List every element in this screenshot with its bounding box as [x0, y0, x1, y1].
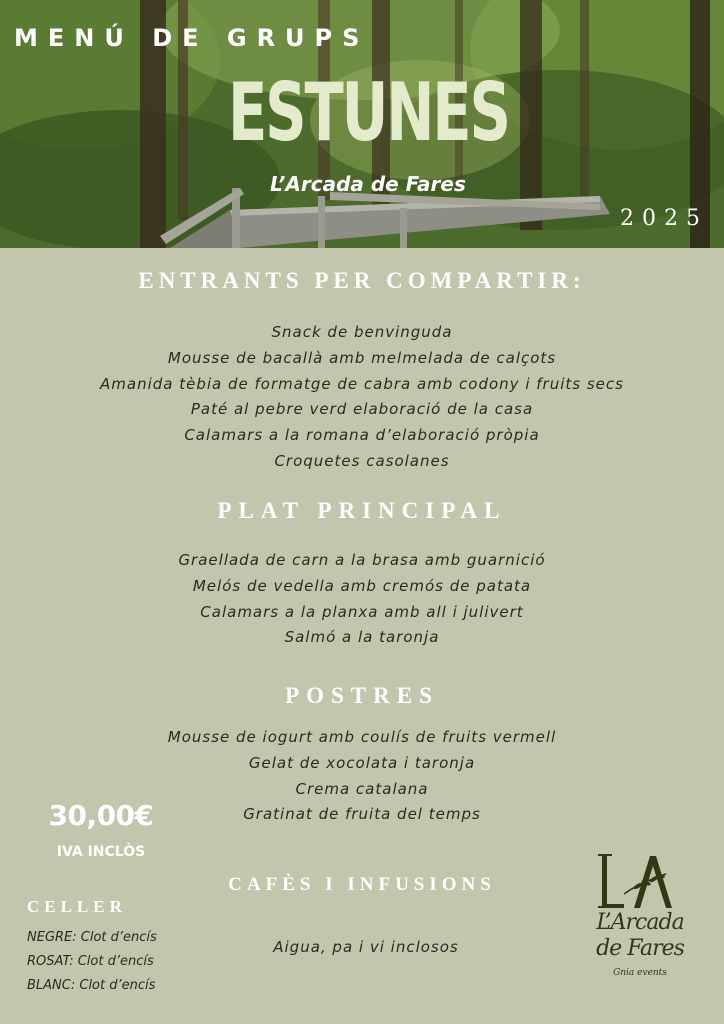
- dish-item: Calamars a la planxa amb all i julivert: [200, 602, 524, 621]
- wine-list: [27, 926, 157, 998]
- wine-item: NEGRE: Clot d’encís: [27, 930, 157, 945]
- dish-item: Calamars a la romana d’elaboració pròpia: [184, 426, 540, 445]
- starters-title: ENTRANTS PER COMPARTIR:: [138, 268, 586, 293]
- desserts-title: POSTRES: [285, 683, 439, 708]
- starters-list: [0, 320, 724, 475]
- restaurant-subtitle: L’Arcada de Fares: [270, 172, 466, 196]
- dish-item: Snack de benvinguda: [271, 323, 453, 341]
- logo-tagline: Gnia events: [613, 968, 667, 978]
- menu-price: 30,00€: [48, 799, 154, 832]
- menu-year: 2025: [620, 206, 708, 231]
- coffee-title: CAFÈS I INFUSIONS: [228, 874, 496, 895]
- logo-wordmark-line: L’Arcada: [596, 910, 684, 935]
- dish-item: Mousse de bacallà amb melmelada de calçots: [167, 348, 557, 367]
- mains-title: PLAT PRINCIPAL: [217, 498, 507, 523]
- wine-item: BLANC: Clot d’encís: [27, 978, 156, 993]
- dish-item: Gelat de xocolata i taronja: [248, 753, 476, 772]
- mains-list: [0, 548, 724, 651]
- dish-item: Gratinat de fruita del temps: [243, 805, 481, 824]
- logo-wordmark-line: de Fares: [596, 936, 684, 961]
- hero-banner: [0, 0, 724, 248]
- celler-title: CELLER: [27, 897, 127, 916]
- logo-wordmark: [572, 910, 708, 962]
- la-monogram-olive-branch-icon: [594, 850, 674, 912]
- dish-item: Croquetes casolanes: [274, 451, 450, 470]
- wine-item: ROSAT: Clot d’encís: [27, 954, 154, 969]
- dish-item: Mousse de iogurt amb coulís de fruits vermell: [167, 728, 557, 746]
- dish-item: Salmó a la taronja: [284, 628, 440, 647]
- menu-title: ESTUNES: [228, 66, 509, 159]
- price-tax-note: IVA INCLÒS: [56, 844, 146, 860]
- dish-item: Amanida tèbia de formatge de cabra amb codony i fruits secs: [100, 374, 624, 393]
- dish-item: Paté al pebre verd elaboració de la casa: [190, 400, 534, 419]
- included-note: Aigua, pa i vi inclosos: [273, 938, 459, 956]
- dish-item: Melós de vedella amb cremós de patata: [192, 576, 532, 595]
- dish-item: Crema catalana: [295, 779, 429, 798]
- menu-kicker: MENÚ DE GRUPS: [14, 24, 370, 52]
- dish-item: Graellada de carn a la brasa amb guarnició: [178, 551, 546, 569]
- restaurant-logo: [572, 850, 708, 986]
